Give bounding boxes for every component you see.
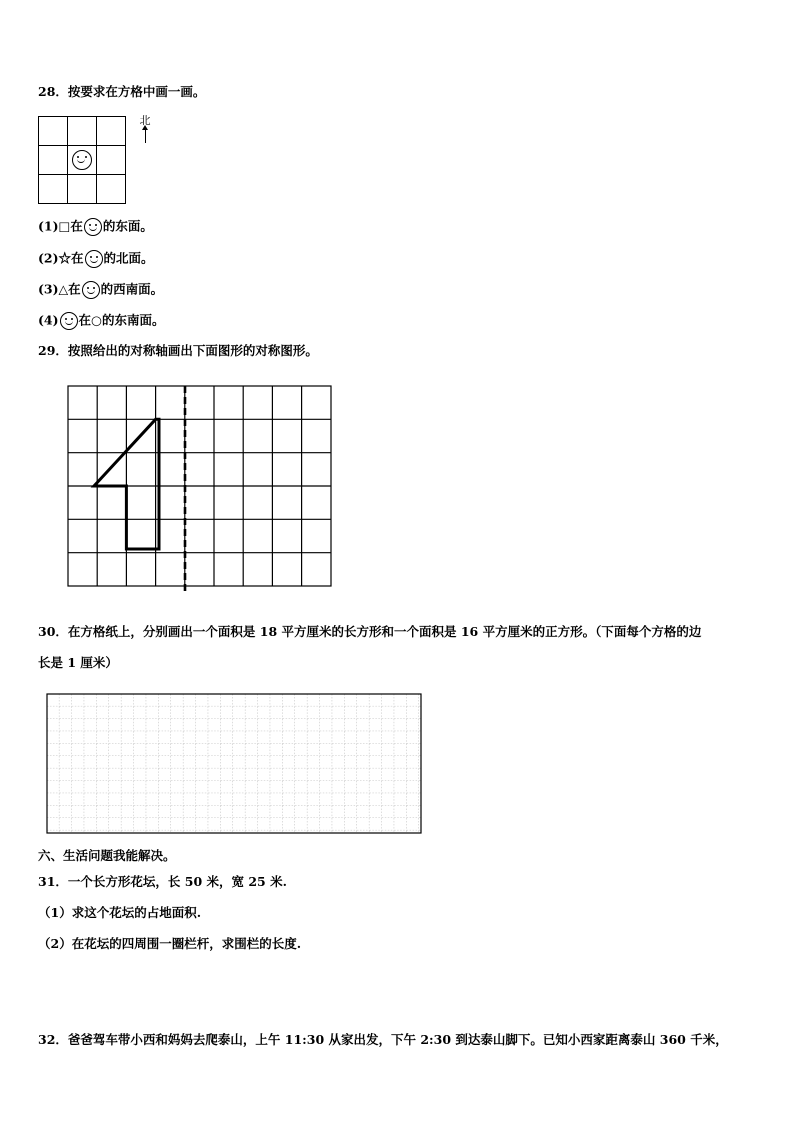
q31-title: 31．一个长方形花坛，长 50 米，宽 25 米. [38, 874, 287, 889]
q28-item-1: (1)□在 的东面。 [38, 218, 153, 236]
q29-title: 29．按照给出的对称轴画出下面图形的对称图形。 [38, 343, 318, 358]
north-arrow-icon [145, 129, 146, 143]
smiley-face-icon [82, 281, 100, 299]
smiley-face-icon [72, 150, 92, 170]
direction-grid [38, 116, 126, 204]
q28-item-3: (3)△在 的西南面。 [38, 281, 163, 299]
north-indicator [139, 112, 151, 143]
smiley-face-icon [84, 218, 102, 236]
q28-item-4: (4) 在○的东南面。 [38, 312, 164, 330]
smiley-face-icon [60, 312, 78, 330]
q31-sub2: （2）在花坛的四周围一圈栏杆，求围栏的长度. [38, 936, 302, 951]
section6-title: 六、生活问题我能解决。 [38, 848, 176, 863]
symmetry-grid [66, 384, 336, 594]
q28-item-2: (2)☆在 的北面。 [38, 250, 154, 268]
dotted-grid-paper [45, 692, 423, 835]
q30-line1: 30．在方格纸上，分别画出一个面积是 18 平方厘米的长方形和一个面积是 16 平方厘米的正方形。（下面每个方格的边 [38, 624, 702, 639]
smiley-face-icon [85, 250, 103, 268]
q32-text: 32．爸爸驾车带小西和妈妈去爬泰山，上午 11:30 从家出发，下午 2:30 到达泰山脚下。已知小西家距离泰山 360 千米， [38, 1032, 728, 1047]
north-label: 北 [139, 114, 151, 127]
q31-sub1: （1）求这个花坛的占地面积. [38, 905, 202, 920]
q30-line2: 长是 1 厘米） [38, 655, 118, 670]
q28-title: 28．按要求在方格中画一画。 [38, 84, 206, 99]
